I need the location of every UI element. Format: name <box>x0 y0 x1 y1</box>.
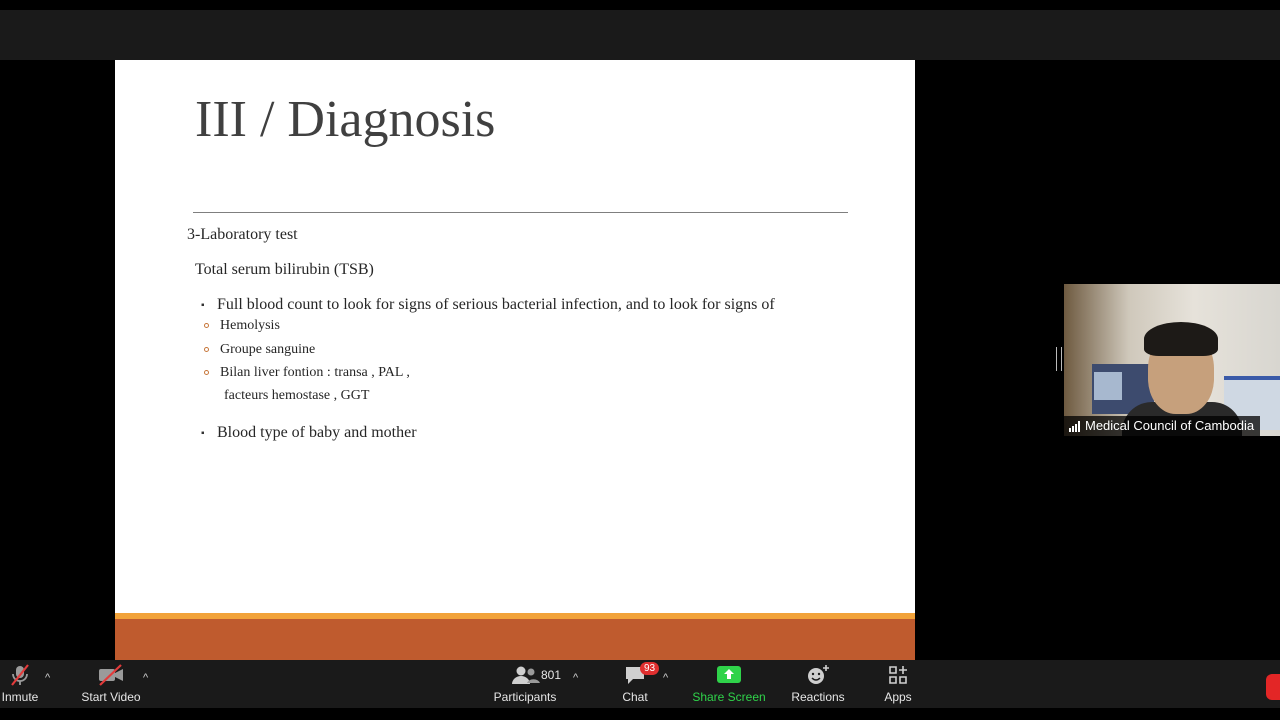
reactions-button[interactable] <box>790 660 846 708</box>
title-divider <box>193 212 848 213</box>
video-shelf-detail <box>1094 372 1122 400</box>
bullet-item: Blood type of baby and mother <box>217 424 417 441</box>
share-screen-label: Share Screen <box>692 690 766 704</box>
chat-chevron-icon[interactable]: ^ <box>663 672 669 684</box>
sub-bullet-marker <box>204 347 209 352</box>
start-video-button[interactable] <box>80 660 142 708</box>
participant-name-label <box>1064 416 1260 436</box>
sub-bullet-marker <box>204 370 209 375</box>
video-options-chevron-icon[interactable]: ^ <box>143 672 149 684</box>
share-screen-icon <box>716 660 742 690</box>
meeting-top-bar <box>0 10 1280 60</box>
apps-label: Apps <box>884 690 912 704</box>
bullet-marker: ▪ <box>201 428 205 439</box>
microphone-muted-icon <box>8 660 32 690</box>
presentation-slide <box>115 60 915 660</box>
apps-button[interactable] <box>882 660 914 708</box>
unmute-label: Inmute <box>1 690 39 704</box>
sub-bullet-item: Bilan liver fontion : transa , PAL , <box>220 365 410 380</box>
unmute-button[interactable] <box>0 660 40 708</box>
sub-bullet-continuation: facteurs hemostase , GGT <box>224 388 370 403</box>
subheading: Total serum bilirubin (TSB) <box>195 261 374 278</box>
meeting-toolbar <box>0 660 1280 708</box>
bottom-strip <box>0 708 1280 720</box>
participants-count: 801 <box>541 668 562 682</box>
audio-options-chevron-icon[interactable]: ^ <box>45 672 51 684</box>
participants-icon <box>510 660 540 690</box>
participant-video-tile[interactable] <box>1064 284 1280 436</box>
bullet-marker: ▪ <box>201 300 205 311</box>
chat-unread-badge: 93 <box>640 662 659 675</box>
apps-icon <box>887 660 909 690</box>
section-heading: 3-Laboratory test <box>187 226 298 243</box>
bullet-item: Full blood count to look for signs of serious bacterial infection, and to look for signs of <box>217 296 775 313</box>
slide-title: III / Diagnosis <box>195 91 496 148</box>
sub-bullet-marker <box>204 323 209 328</box>
share-screen-button[interactable] <box>694 660 764 708</box>
slide-footer-band <box>115 619 915 660</box>
sub-bullet-item: Groupe sanguine <box>220 342 316 357</box>
participants-label: Participants <box>493 690 557 704</box>
signal-icon <box>1069 421 1080 432</box>
sub-bullet-item: Hemolysis <box>220 318 280 333</box>
participant-name: Medical Council of Cambodia <box>1085 418 1255 433</box>
reactions-label: Reactions <box>791 690 845 704</box>
chat-label: Chat <box>622 690 648 704</box>
start-video-label: Start Video <box>81 690 141 704</box>
participant-hair <box>1144 322 1218 356</box>
participants-chevron-icon[interactable]: ^ <box>573 672 579 684</box>
end-meeting-edge-button[interactable] <box>1266 674 1280 700</box>
resize-handle[interactable] <box>1056 347 1062 371</box>
video-off-icon <box>97 660 125 690</box>
reactions-icon <box>805 660 831 690</box>
